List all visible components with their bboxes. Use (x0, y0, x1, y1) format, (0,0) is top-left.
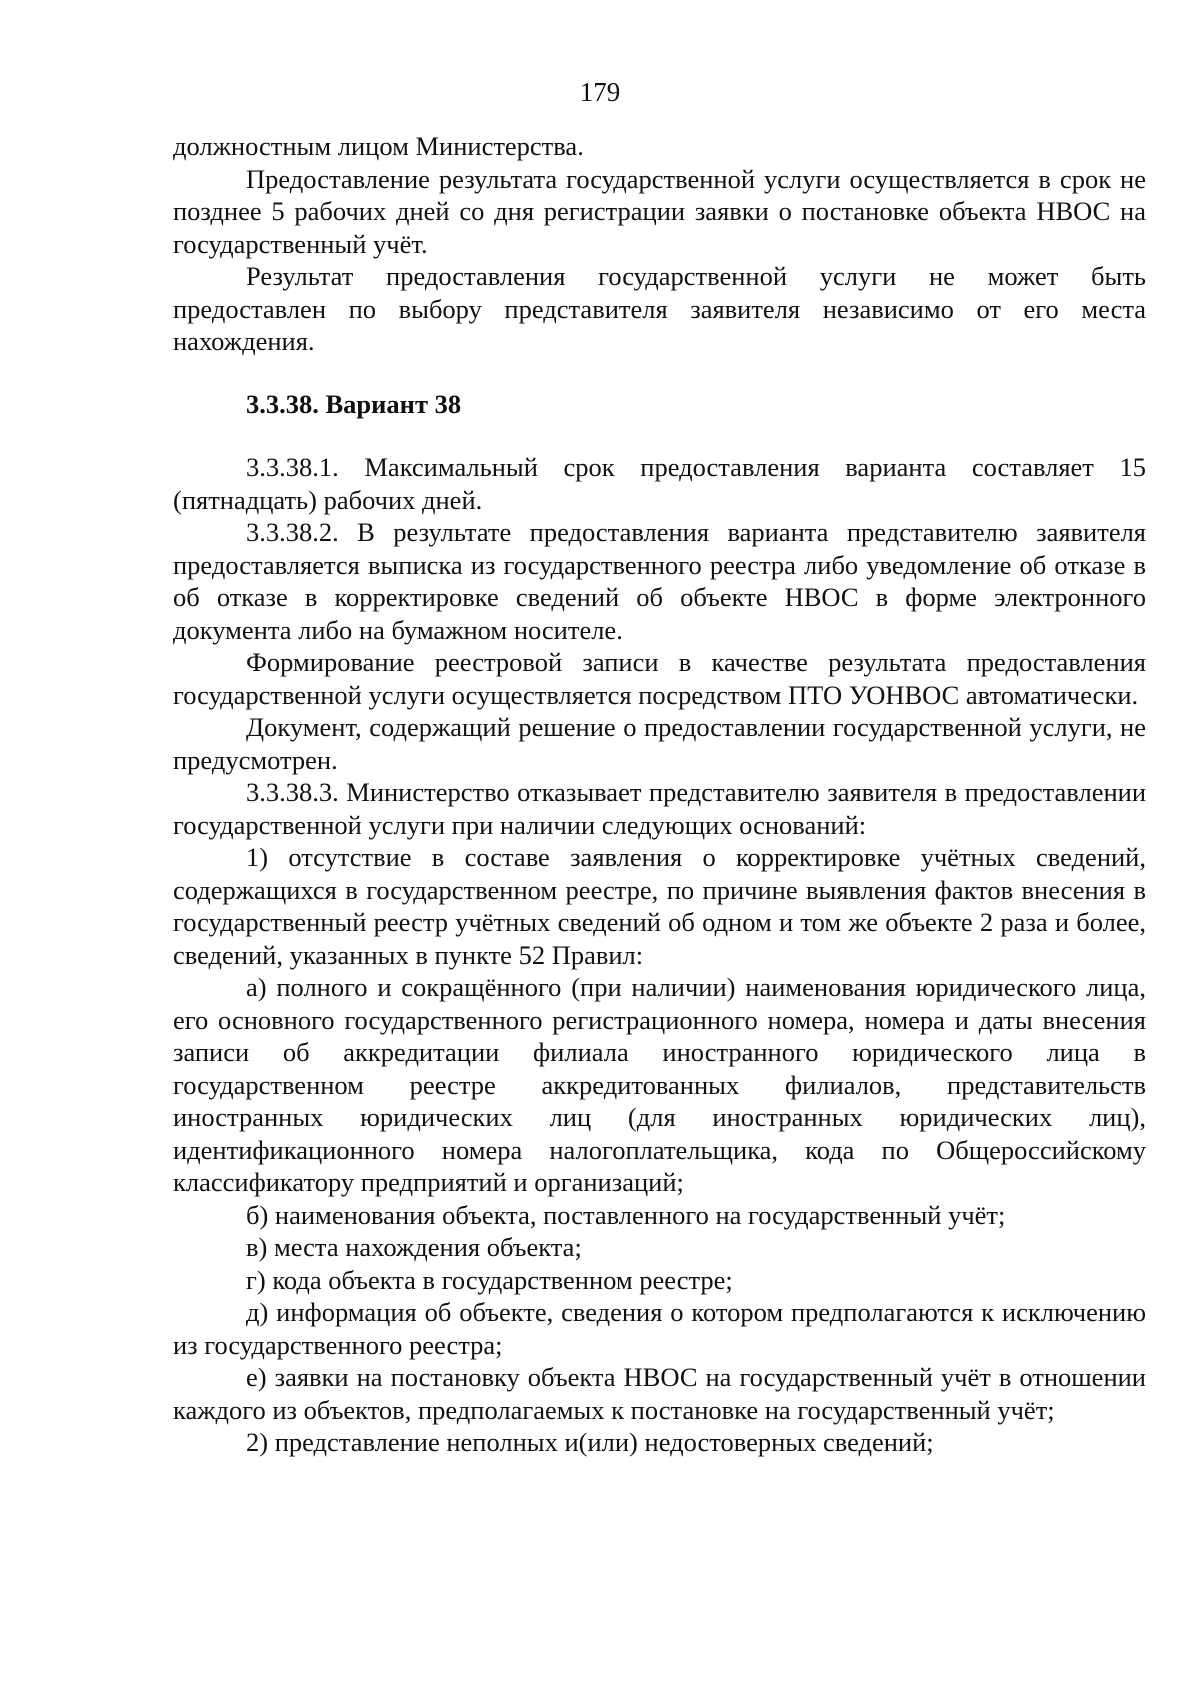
list-item: 1) отсутствие в составе заявления о корректировке учётных сведений, содержащихся в государственном реестре, по причине выявления фактов внесения в государственный реестр учётных сведений об одном и том же объекте 2 раза и более, сведений, указанных в пункте 52 Правил: (173, 842, 1146, 970)
paragraph: Формирование реестровой записи в качестве результата предоставления государственной услуги осуществляется посредством ПТО УОНВОС автоматически. (173, 647, 1146, 710)
list-item: 2) представление неполных и(или) недостоверных сведений; (246, 1427, 934, 1457)
list-item: б) наименования объекта, поставленного на государственный учёт; (246, 1199, 1006, 1230)
list-item: д) информация об объекте, сведения о котором предполагаются к исключению из государственного реестра; (173, 1297, 1146, 1360)
paragraph: Результат предоставления государственной услуги не может быть предоставлен по выбору представителя заявителя независимо от его места нахождения. (173, 261, 1146, 356)
paragraph: Предоставление результата государственной услуги осуществляется в срок не позднее 5 рабочих дней со дня регистрации заявки о постановке объекта НВОС на государственный учёт. (173, 163, 1146, 259)
page-number: 179 (579, 77, 621, 107)
paragraph: Документ, содержащий решение о предоставлении государственной услуги, не предусмотрен. (173, 712, 1146, 775)
list-item: в) места нахождения объекта; (246, 1232, 582, 1262)
list-item: г) кода объекта в государственном реестре; (246, 1264, 733, 1295)
paragraph: 3.3.38.3. Министерство отказывает представителю заявителя в предоставлении государственной услуги при наличии следующих оснований: (173, 777, 1146, 840)
paragraph: 3.3.38.2. В результате предоставления варианта представителю заявителя предоставляется выписка из государственного реестра либо уведомление об отказе в об отказе в корректировке сведений об объекте НВОС в форме электронного документа либо на бумажном носителе. (173, 517, 1146, 645)
section-heading: 3.3.38. Вариант 38 (246, 388, 462, 419)
list-item: а) полного и сокращённого (при наличии) наименования юридического лица, его основного государственного регистрационного номера, номера и даты внесения записи об аккредитации филиала иностранного юридического лица в государственном реестре аккредитованных филиалов, представительств иностранных юридических лиц (для иностранных юридических лиц), идентификационного номера налогоплательщика, кода по Общероссийскому классификатору предприятий и организаций; (173, 972, 1146, 1197)
document-body (173, 130, 1146, 1459)
list-item: е) заявки на постановку объекта НВОС на государственный учёт в отношении каждого из объектов, предполагаемых к постановке на государственный учёт; (173, 1362, 1146, 1425)
paragraph: 3.3.38.1. Максимальный срок предоставления варианта составляет 15 (пятнадцать) рабочих дней. (173, 452, 1146, 515)
paragraph: должностным лицом Министерства. (173, 131, 584, 161)
